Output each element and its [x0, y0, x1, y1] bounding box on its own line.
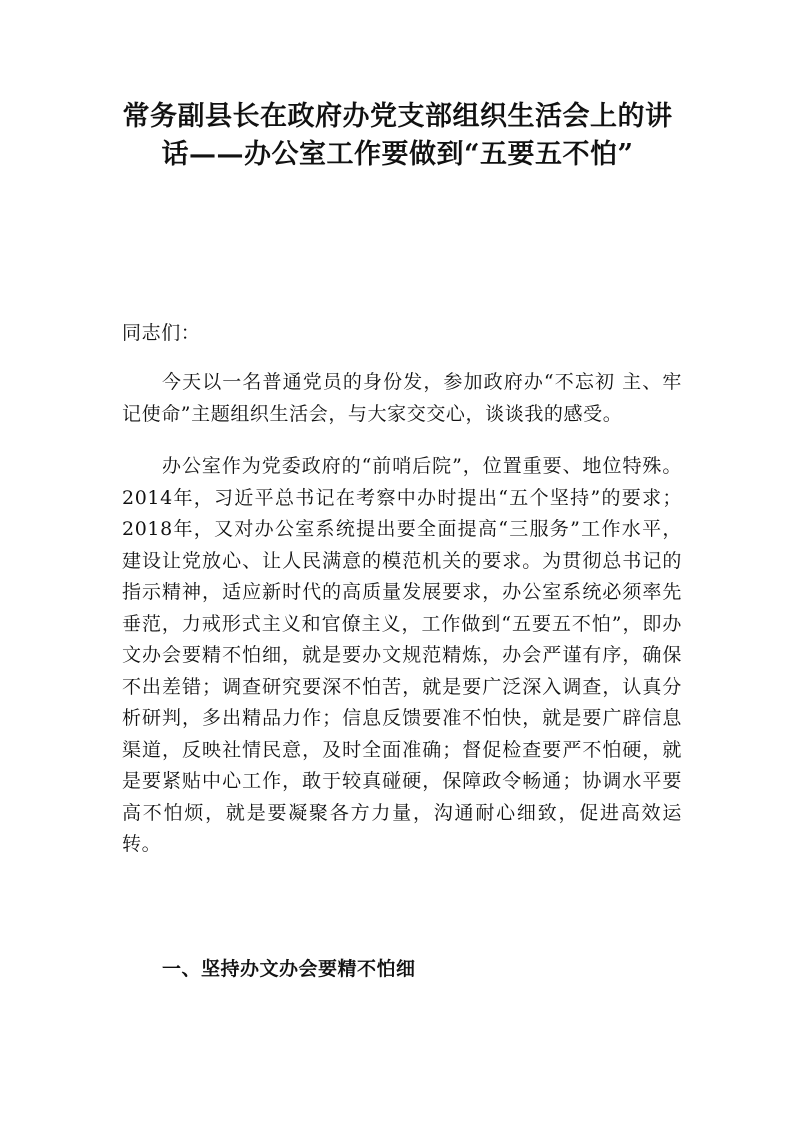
greeting: 同志们：: [122, 322, 201, 344]
document-title: 常务副县长在政府办党支部组织生活会上的讲话——办公室工作要做到“五要五不怕”: [122, 101, 673, 170]
paragraph-main: 办公室作为党委政府的“前哨后院”，位置重要、地位特殊。2014年，习近平总书记在考察中办时提出“五个坚持”的要求；2018年，又对办公室系统提出要全面提高“三服务”工作水平，建设让党放心、让人民满意的模范机关的要求。为贯彻总书记的指示精神，适应新时代的高质量发展要求，办公室系统必须率先垂范，力戒形式主义和官僚主义，工作做到“五要五不怕”，即办文办会要精不怕细，就是要办文规范精炼，办会严谨有序，确保不出差错；调查研究要深不怕苦，就是要广泛深入调查，认真分析研判，多出精品力作；信息反馈要准不怕快，就是要广辟信息渠道，反映社情民意，及时全面准确；督促检查要严不怕硬，就是要紧贴中心工作，敢于较真碰硬，保障政令畅通；协调水平要高不怕烦，就是要凝聚各方力量，沟通耐心细致，促进高效运转。: [122, 455, 682, 855]
section-heading: 一、坚持办文办会要精不怕细: [162, 958, 416, 980]
paragraph-intro: 今天以一名普通党员的身份发，参加政府办“不忘初 主、牢记使命”主题组织生活会，与大家交交心，谈谈我的感受。: [122, 371, 682, 425]
